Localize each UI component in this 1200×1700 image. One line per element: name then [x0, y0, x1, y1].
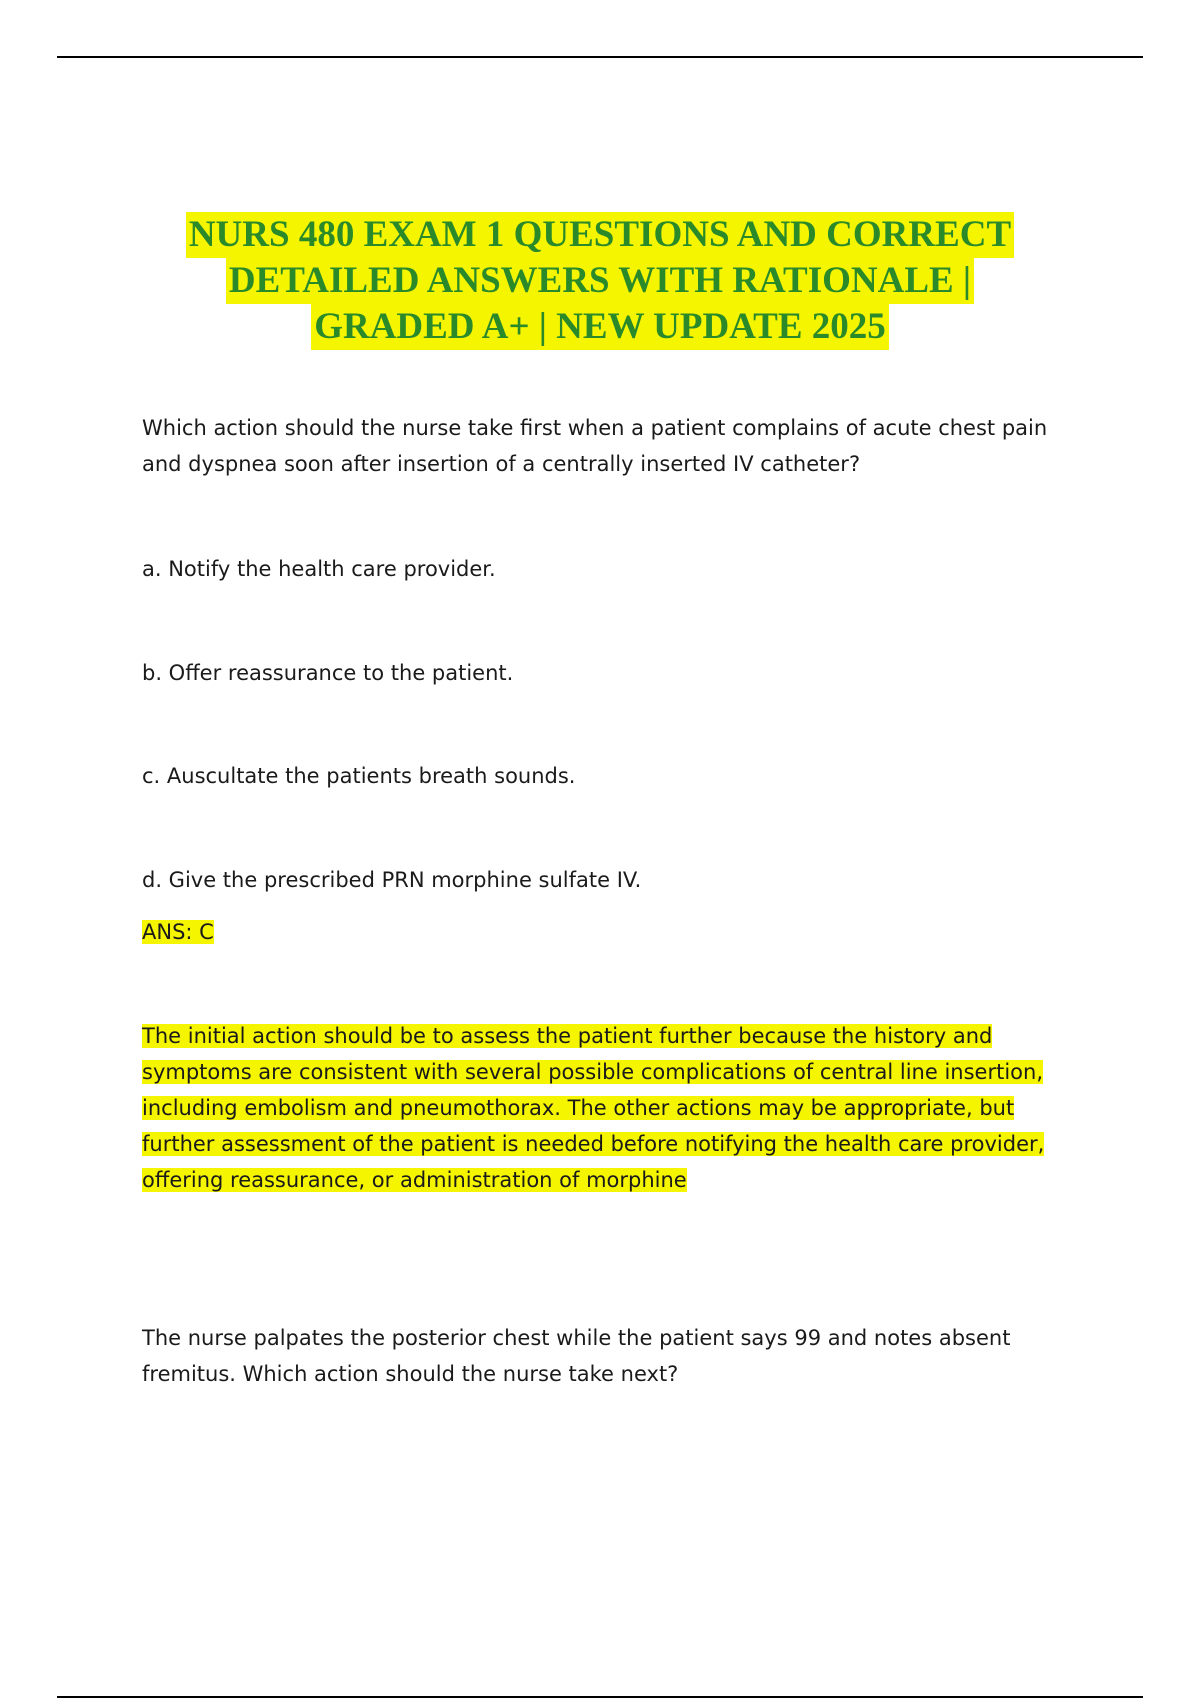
question-1-option-b: b. Offer reassurance to the patient. [142, 661, 514, 685]
title-line-3: GRADED A+ | NEW UPDATE 2025 [311, 304, 889, 350]
bottom-rule [57, 1696, 1143, 1698]
title-line-1: NURS 480 EXAM 1 QUESTIONS AND CORRECT [186, 212, 1014, 258]
question-1-option-a: a. Notify the health care provider. [142, 557, 496, 581]
question-1-option-c: c. Auscultate the patients breath sounds. [142, 764, 576, 788]
question-2-stem: The nurse palpates the posterior chest while the patient says 99 and notes absent fremitus. Which action should the nurse take next? [142, 1326, 1011, 1386]
question-1-option-d: d. Give the prescribed PRN morphine sulfate IV. [142, 868, 642, 892]
document-title [140, 212, 1060, 350]
rationale-highlight: The initial action should be to assess the patient further because the history and symptoms are consistent with several possible complications of central line insertion, including embolism and pneumothorax. The other actions may be appropriate, but further assessment of the patient is needed before notifying the health care provider, offering reassurance, or administration of morphine [142, 1024, 1045, 1192]
title-line-2: DETAILED ANSWERS WITH RATIONALE | [226, 258, 974, 304]
question-1-rationale [142, 1018, 1082, 1198]
question-1-answer [142, 915, 214, 949]
question-1-stem: Which action should the nurse take first when a patient complains of acute chest pain and dyspnea soon after insertion of a centrally inserted IV catheter? [142, 416, 1048, 476]
answer-highlight: ANS: C [142, 920, 214, 944]
top-rule [57, 56, 1143, 58]
